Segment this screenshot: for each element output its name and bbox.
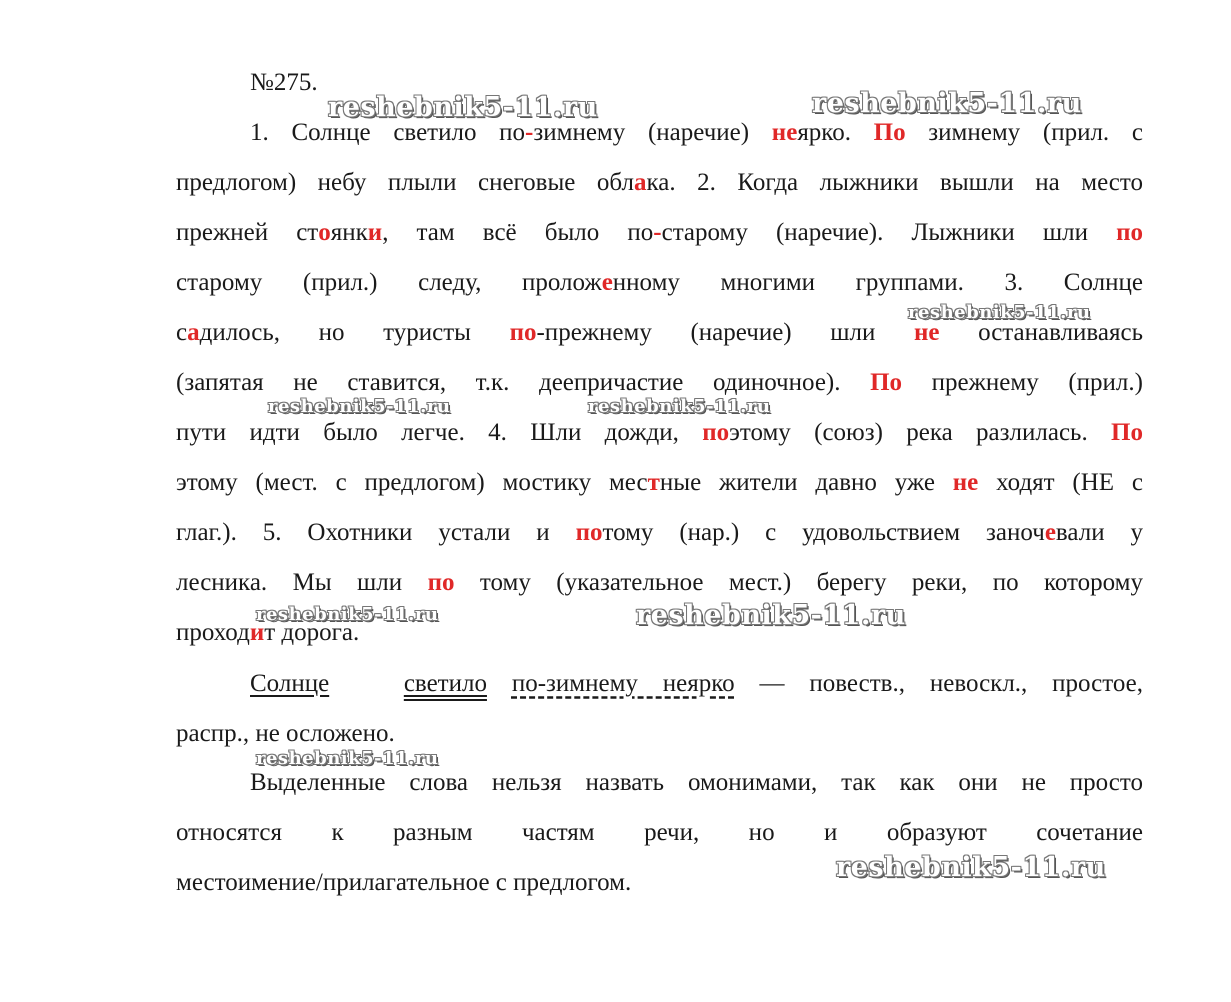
conclusion-line-1: Выделенные слова нельзя назвать омонимами, так как они не просто <box>250 769 1143 796</box>
adverbial-words: по-зимнему неярко <box>511 670 735 697</box>
text-line-3: прежней стоянки, там всё было по-старому (наречие). Лыжники шли по <box>176 219 1144 246</box>
exercise-number: №275. <box>250 69 318 96</box>
text-line-11: проходит дорога. <box>176 619 360 646</box>
conclusion-line-3: местоимение/прилагательное с предлогом. <box>176 869 632 896</box>
conclusion-line-2: относятся к разным частям речи, но и образуют сочетание <box>176 819 1143 846</box>
watermark: reshebnik5-11.ru <box>636 600 906 631</box>
text-line-8: этому (мест. с предлогом) мостику местные жители давно уже не ходят (НЕ с <box>176 469 1144 496</box>
watermark: reshebnik5-11.ru <box>328 92 598 123</box>
text-line-1: 1. Солнце светило по-зимнему (наречие) неярко. По зимнему (прил. с <box>250 119 1143 146</box>
watermark: reshebnik5-11.ru <box>256 604 439 625</box>
parsing-line-1: Солнце светило по-зимнему неярко — повеств., невоскл., простое, <box>250 670 1144 697</box>
text-line-6: (запятая не ставится, т.к. деепричастие одиночное). По прежнему (прил.) <box>176 369 1143 396</box>
text-line-10: лесника. Мы шли по тому (указательное мест.) берегу реки, по которому <box>176 569 1143 596</box>
text-line-5: садилось, но туристы по-прежнему (наречие) шли не останавливаясь <box>176 319 1143 346</box>
text-line-9: глаг.). 5. Охотники устали и потому (нар.) с удовольствием заночевали у <box>176 519 1143 546</box>
watermark: reshebnik5-11.ru <box>588 396 771 417</box>
parsing-line-2: распр., не осложено. <box>176 720 395 747</box>
watermark: reshebnik5-11.ru <box>268 396 451 417</box>
predicate-word: светило <box>403 670 487 697</box>
text-line-7: пути идти было легче. 4. Шли дожди, поэтому (союз) река разлилась. По <box>176 419 1143 446</box>
subject-word: Солнце <box>250 670 330 697</box>
watermark: reshebnik5-11.ru <box>836 852 1106 883</box>
text-line-4: старому (прил.) следу, проложенному многими группами. 3. Солнце <box>176 269 1143 296</box>
watermark: reshebnik5-11.ru <box>812 88 1082 119</box>
watermark: reshebnik5-11.ru <box>908 302 1091 323</box>
text-line-2: предлогом) небу плыли снеговые облака. 2. Когда лыжники вышли на место <box>176 169 1144 196</box>
watermark: reshebnik5-11.ru <box>256 748 439 769</box>
